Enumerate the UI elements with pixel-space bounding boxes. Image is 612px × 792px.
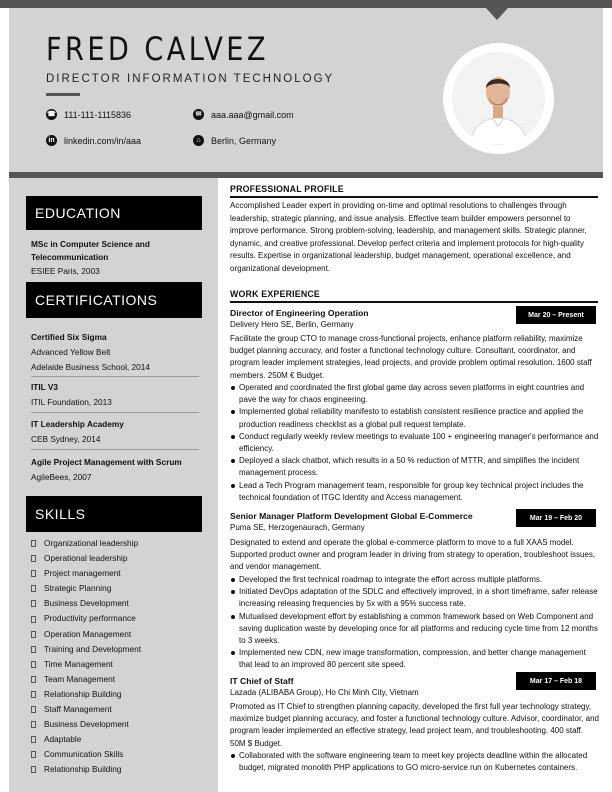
- cert-name: IT Leadership Academy: [31, 419, 124, 429]
- skill-label: Project management: [44, 568, 121, 579]
- checkbox-icon: [31, 616, 36, 623]
- job-summary: Facilitate the group CTO to manage cross-functional projects, enhance platform reliability, maximize budget planning accuracy, and foster a functional technology culture. Consultant, coordinator, and program leader implement strategies, lead projects, and provide problem optimal resolution. 1600 staff members. 250M € Budget.: [230, 334, 592, 380]
- skill-label: Operation Management: [44, 628, 132, 639]
- checkbox-icon: [31, 540, 36, 547]
- job-summary: Promoted as IT Chief to strengthen planning capacity, developed the first full year technology strategy, maximize budget planning accuracy, and foster a functional technology culture. Advisor, coordinator, and program leader implemented an effective strategy, lead project team, and troubleshooting. 400 staff. 50M $ Budget.: [230, 702, 599, 748]
- profile-photo: [452, 52, 545, 145]
- cert-name: ITIL V3: [31, 382, 59, 392]
- skill-label: Time Management: [44, 658, 113, 669]
- education-degree: MSc in Computer Science and Telecommunication: [31, 239, 150, 262]
- skill-item: [31, 702, 141, 717]
- person-portrait-icon: [452, 52, 545, 145]
- skills-heading: SKILLS: [26, 496, 202, 532]
- job-bullets: [230, 574, 600, 672]
- checkbox-icon: [31, 555, 36, 562]
- home-icon: ⌂: [193, 135, 204, 146]
- phone-icon: ☎: [47, 111, 56, 118]
- skill-label: Strategic Planning: [44, 583, 112, 594]
- title-divider: [46, 93, 80, 96]
- profile-text: Accomplished Leader expert in providing on-time and optimal resolutions to challenges through leadership, strategic planning, and issue analysis. Effective team builder empowers personnel to improve performance. Strong problem-solving, leadership, and management skills. Strategic planner, dynamic, and creative professional. Develop perfect criteria and implement protocols for high-quality results. Expertise in organizational leadership, budget management, operational excellence, and organizational development.: [230, 201, 587, 273]
- candidate-name: FRED CALVEZ: [46, 30, 269, 68]
- date-badge: Mar 19 – Feb 20: [516, 509, 596, 527]
- date-badge: Mar 17 – Feb 18: [516, 672, 596, 690]
- skill-item: [31, 717, 141, 732]
- experience-heading: WORK EXPERIENCE: [230, 289, 321, 299]
- skill-label: Training and Development: [44, 643, 142, 654]
- education-heading: EDUCATION: [26, 196, 202, 230]
- cert-divider: [31, 412, 199, 413]
- linkedin-icon: in: [46, 135, 57, 146]
- cert-name: Agile Project Management with Scrum: [31, 457, 182, 467]
- cert-issuer: Adelaide Business School, 2014: [31, 362, 151, 372]
- checkbox-icon: [31, 766, 36, 773]
- checkbox-icon: [31, 691, 36, 698]
- phone-text: 111-111-1115836: [64, 109, 132, 120]
- skill-label: Productivity performance: [44, 613, 136, 624]
- location-text: Berlin, Germany: [211, 135, 277, 146]
- linkedin-contact[interactable]: [46, 135, 141, 146]
- cert-issuer: CEB Sydney, 2014: [31, 434, 101, 444]
- cert-issuer: AgileBees, 2007: [31, 472, 92, 482]
- skill-item: [31, 687, 141, 702]
- checkbox-icon: [31, 706, 36, 713]
- profile-rule: [230, 196, 598, 198]
- cert-issuer: ITIL Foundation, 2013: [31, 397, 112, 407]
- email-icon: ✉: [193, 109, 204, 120]
- skill-item: [31, 596, 141, 611]
- checkbox-icon: [31, 600, 36, 607]
- checkbox-icon: [31, 676, 36, 683]
- cert-name: Certified Six Sigma: [31, 332, 107, 342]
- bullet-item: Implemented new CDN, new image transformation, compression, and better change management that lead to an improved 80 percent site speed.: [230, 647, 600, 671]
- cert-divider: [31, 376, 199, 377]
- skill-label: Relationship Building: [44, 688, 122, 699]
- location-contact: [193, 135, 276, 146]
- job-bullets: [230, 750, 600, 774]
- header-notch: [486, 8, 508, 20]
- job-company: Delivery Hero SE, Berlin, Germany: [230, 320, 354, 329]
- skill-label: Team Management: [44, 673, 116, 684]
- email-text[interactable]: aaa.aaa@gmail.com: [211, 109, 294, 120]
- skill-label: Staff Management: [44, 704, 112, 715]
- skill-item: [31, 536, 141, 551]
- skill-item: [31, 732, 141, 747]
- phone-contact: [46, 109, 131, 120]
- skills-list: [31, 536, 141, 778]
- education-school: ESIEE Paris, 2003: [31, 266, 100, 276]
- bullet-item: Developed the first technical roadmap to integrate the effort across multiple platforms.: [230, 574, 600, 586]
- skill-label: Operational leadership: [44, 553, 128, 564]
- skill-item: [31, 566, 141, 581]
- checkbox-icon: [31, 661, 36, 668]
- skill-item: [31, 762, 141, 777]
- job-position: Senior Manager Platform Development Global E-Commerce: [230, 511, 473, 521]
- cert-divider: [31, 449, 199, 450]
- job-company: Lazada (ALIBABA Group), Ho Chi Minh City, Vietnam: [230, 688, 419, 697]
- job-position: Director of Engineering Operation: [230, 308, 369, 318]
- checkbox-icon: [31, 570, 36, 577]
- bullet-item: Implemented global reliability manifesto to establish consistent resilience practice and applied the production readiness checklist as a global pull request template.: [230, 406, 600, 430]
- checkbox-icon: [31, 721, 36, 728]
- bullet-item: Lead a Tech Program management team, responsible for group key technical project includes the technical foundation of ITGC Identity and Access management.: [230, 480, 600, 504]
- skill-item: [31, 581, 141, 596]
- checkbox-icon: [31, 736, 36, 743]
- date-badge: Mar 20 – Present: [516, 306, 596, 324]
- skill-label: Organizational leadership: [44, 538, 139, 548]
- skill-label: Relationship Building: [44, 764, 122, 775]
- skill-label: Business Development: [44, 719, 129, 730]
- skill-item: [31, 611, 141, 626]
- experience-rule: [230, 301, 598, 303]
- bullet-item: Operated and coordinated the first global game day across seven platforms in eight countries and pave the way for chaos engineering.: [230, 382, 600, 406]
- cert-level: Advanced Yellow Belt: [31, 347, 111, 357]
- skill-label: Adaptable: [44, 734, 82, 745]
- job-summary: Designated to extend and operate the global e-commerce platform to move to a full XAAS model. Supported product owner and program leader in driving from strategy to operation, troubleshoot issues, and vendor management.: [230, 538, 596, 572]
- job-bullets: [230, 382, 600, 504]
- skill-item: [31, 627, 141, 642]
- email-contact[interactable]: [193, 109, 294, 120]
- skill-item: [31, 642, 141, 657]
- skill-item: [31, 657, 141, 672]
- checkbox-icon: [31, 751, 36, 758]
- job-title: DIRECTOR INFORMATION TECHNOLOGY: [46, 73, 335, 85]
- skill-label: Business Development: [44, 598, 129, 609]
- skill-item: [31, 551, 141, 566]
- job-position: IT Chief of Staff: [230, 676, 294, 686]
- bullet-item: Mutualised development effort by establishing a common framework based on Web Component and saving duplication waste by developing once for all platforms and reducing cycle time from 12 months to 3 weeks.: [230, 611, 600, 648]
- skill-item: [31, 672, 141, 687]
- linkedin-text[interactable]: linkedin.com/in/aaa: [64, 135, 142, 146]
- profile-heading: PROFESSIONAL PROFILE: [230, 184, 344, 194]
- bullet-item: Conduct regularly weekly review meetings to evaluate 100 + engineering manager's performance and efficiency.: [230, 431, 600, 455]
- job-company: Puma SE, Herzogenaurach, Germany: [230, 523, 365, 532]
- top-rule: [0, 0, 612, 8]
- checkbox-icon: [31, 631, 36, 638]
- bullet-item: Initiated DevOps adaptation of the SDLC and effectively improved, in a short timeframe, safer release increasing releasing frequencies by 5x with a 95% success rate.: [230, 586, 600, 610]
- skill-label: Communication Skills: [44, 749, 124, 760]
- bullet-item: Deployed a slack chatbot, which results in a 50 % reduction of MTTR, and simplifies the incident management process.: [230, 455, 600, 479]
- checkbox-icon: [31, 585, 36, 592]
- skill-item: [31, 747, 141, 762]
- bullet-item: Collaborated with the software engineering team to meet key projects deadline within the allocated budget, migrated monolith PHP applications to GO micro-service run on Kubernetes containers.: [230, 750, 600, 774]
- checkbox-icon: [31, 646, 36, 653]
- certifications-heading: CERTIFICATIONS: [26, 282, 202, 318]
